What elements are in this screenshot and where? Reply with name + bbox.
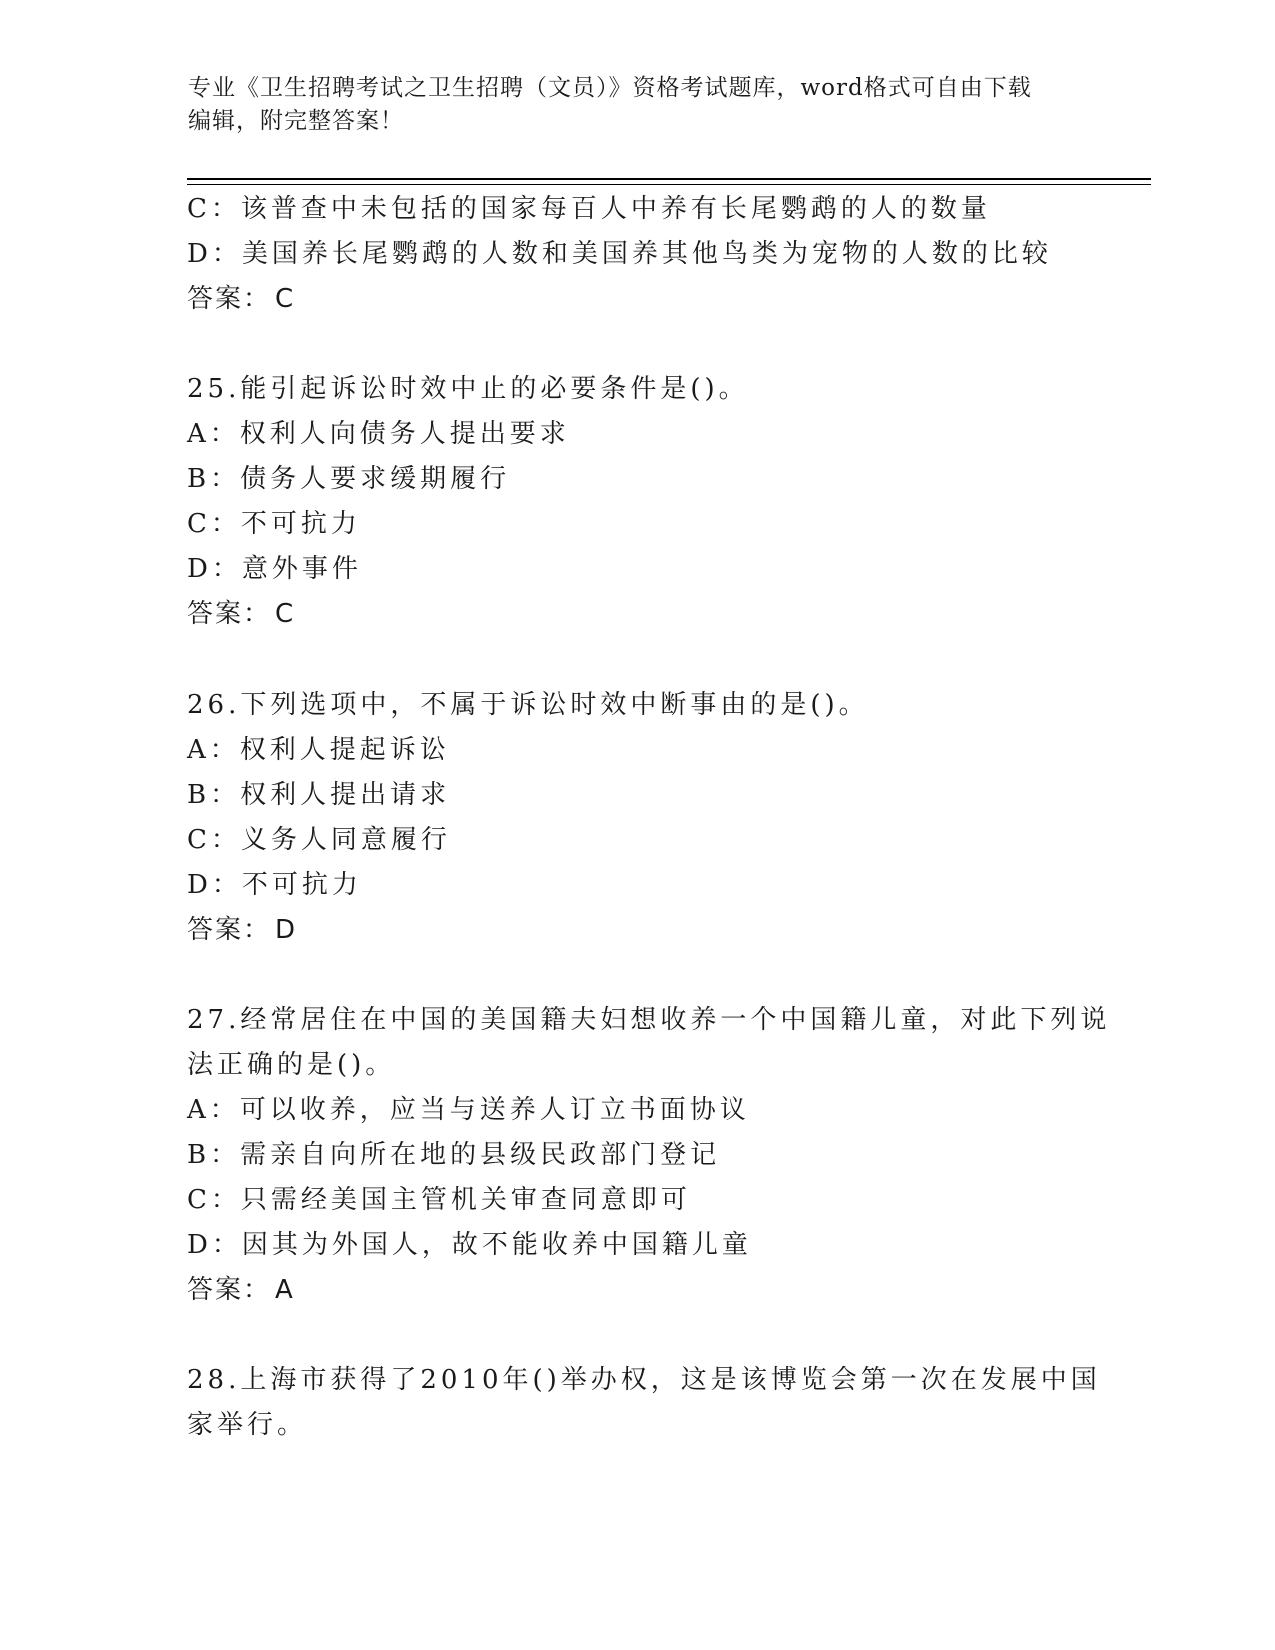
answer-value: C xyxy=(275,599,296,629)
answer-value: A xyxy=(275,1275,295,1305)
document-header xyxy=(188,72,1088,138)
q27-answer xyxy=(187,1273,295,1307)
answer-label: 答案： xyxy=(187,284,272,314)
q25-stem: 25.能引起诉讼时效中止的必要条件是()。 xyxy=(187,374,749,404)
q25-option-c: C：不可抗力 xyxy=(187,509,361,539)
q26-option-a: A：权利人提起诉讼 xyxy=(187,735,450,765)
q27-option-b: B：需亲自向所在地的县级民政部门登记 xyxy=(187,1140,721,1170)
q26-answer xyxy=(187,913,297,947)
q27-option-a: A：可以收养，应当与送养人订立书面协议 xyxy=(187,1095,750,1125)
q26-option-b: B：权利人提出请求 xyxy=(187,780,451,810)
prev-option-d: D：美国养长尾鹦鹉的人数和美国养其他鸟类为宠物的人数的比较 xyxy=(187,239,1052,269)
header-divider-thick xyxy=(187,178,1151,180)
prev-option-c: C：该普查中未包括的国家每百人中养有长尾鹦鹉的人的数量 xyxy=(187,194,991,224)
q27-option-c: C：只需经美国主管机关审查同意即可 xyxy=(187,1185,691,1215)
q25-answer xyxy=(187,597,295,631)
header-line-2: 编辑，附完整答案！ xyxy=(188,108,404,134)
header-divider-thin xyxy=(187,184,1151,185)
header-line-1: 专业《卫生招聘考试之卫生招聘（文员）》资格考试题库，word格式可自由下载 xyxy=(188,75,1032,101)
answer-label: 答案： xyxy=(187,1275,272,1305)
q25-option-d: D：意外事件 xyxy=(187,554,362,584)
answer-label: 答案： xyxy=(187,915,272,945)
q25-option-b: B：债务人要求缓期履行 xyxy=(187,464,511,494)
q28-stem-line-2: 家举行。 xyxy=(187,1410,308,1440)
prev-answer xyxy=(187,282,295,316)
q27-stem-line-2: 法正确的是()。 xyxy=(187,1050,396,1080)
q27-option-d: D：因其为外国人，故不能收养中国籍儿童 xyxy=(187,1230,752,1260)
answer-label: 答案： xyxy=(187,599,272,629)
q26-stem: 26.下列选项中，不属于诉讼时效中断事由的是()。 xyxy=(187,690,869,720)
q26-option-d: D：不可抗力 xyxy=(187,870,362,900)
q26-option-c: C：义务人同意履行 xyxy=(187,825,451,855)
q27-stem-line-1: 27.经常居住在中国的美国籍夫妇想收养一个中国籍儿童，对此下列说 xyxy=(187,1005,1111,1035)
q28-stem-line-1: 28.上海市获得了2010年()举办权，这是该博览会第一次在发展中国 xyxy=(187,1365,1101,1395)
q25-option-a: A：权利人向债务人提出要求 xyxy=(187,419,570,449)
answer-value: D xyxy=(275,915,298,945)
answer-value: C xyxy=(275,284,296,314)
